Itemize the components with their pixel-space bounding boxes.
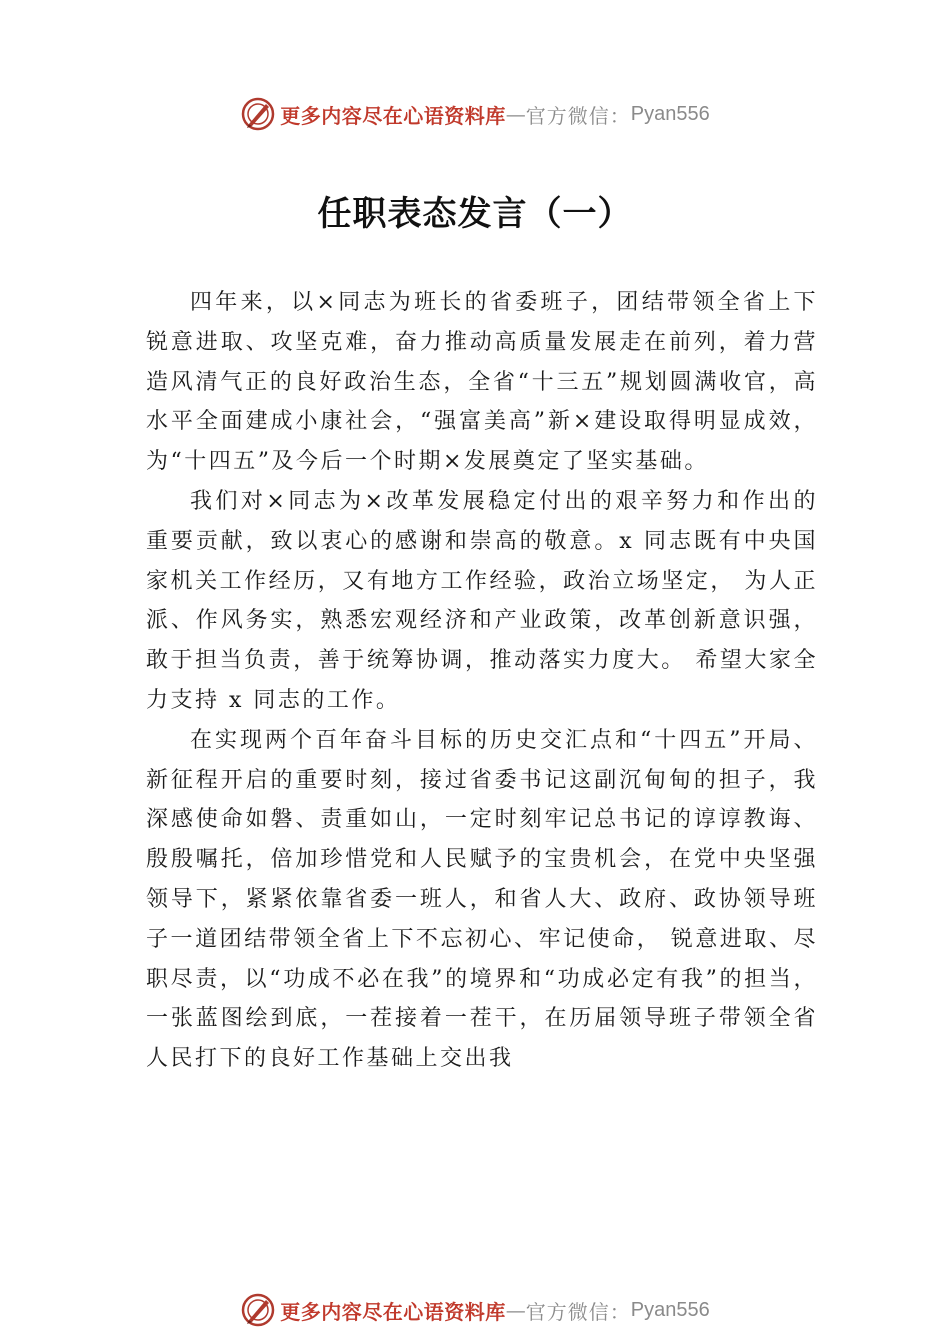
paragraph: 四年来，以×同志为班长的省委班子，团结带领全省上下锐意进取、攻坚克难，奋力推动高质量发展走在前列，着力营造风清气正的良好政治生态，全省“十三五”规划圆满收官，高水平全面建成小康社会，“强富美高”新×建设取得明显成效，为“十四五”及今后一个时期×发展奠定了坚实基础。 [146,290,818,475]
header-banner [0,94,950,134]
banner-wechat-label: 官方微信： [525,1299,631,1324]
footer-banner [0,1290,950,1330]
banner-wechat-id: Pyan556 [630,1298,710,1321]
banner-wechat-label: 官方微信： [525,103,631,128]
paragraph: 在实现两个百年奋斗目标的历史交汇点和“十四五”开局、新征程开启的重要时刻，接过省委书记这副沉甸甸的担子，我深感使命如磐、责重如山，一定时刻牢记总书记的谆谆教诲、殷殷嘱托，倍加珍惜党和人民赋予的宝贵机会，在党中央坚强领导下，紧紧依靠省委一班人，和省人大、政府、政协领导班子一道团结带领全省上下不忘初心、牢记使命， 锐意进取、尽职尽责，以“功成不必在我”的境界和“功成必定有我”的担当，一张蓝图绘到底，一茬接着一茬干，在历届领导班子带领全省人民打下的良好工作基础上交出我 [146,727,818,1072]
banner-site-text: 更多内容尽在心语资料库 [280,103,506,128]
banner-wechat-id: Pyan556 [630,102,710,125]
pen-logo-icon [240,96,276,132]
document-body [146,283,818,1079]
banner-separator: — [505,1298,526,1322]
banner-site-text: 更多内容尽在心语资料库 [280,1299,506,1324]
document-title: 任职表态发言（一） [317,194,633,234]
paragraph: 我们对×同志为×改革发展稳定付出的艰辛努力和作出的重要贡献，致以衷心的感谢和崇高的敬意。x 同志既有中央国家机关工作经历，又有地方工作经验，政治立场坚定， 为人正派、作风务实，熟悉宏观经济和产业政策，改革创新意识强，敢于担当负责，善于统筹协调，推动落实力度大。 希望大家全力支持 x 同志的工作。 [146,488,818,713]
banner-separator: — [505,102,526,126]
pen-logo-icon [240,1292,276,1328]
